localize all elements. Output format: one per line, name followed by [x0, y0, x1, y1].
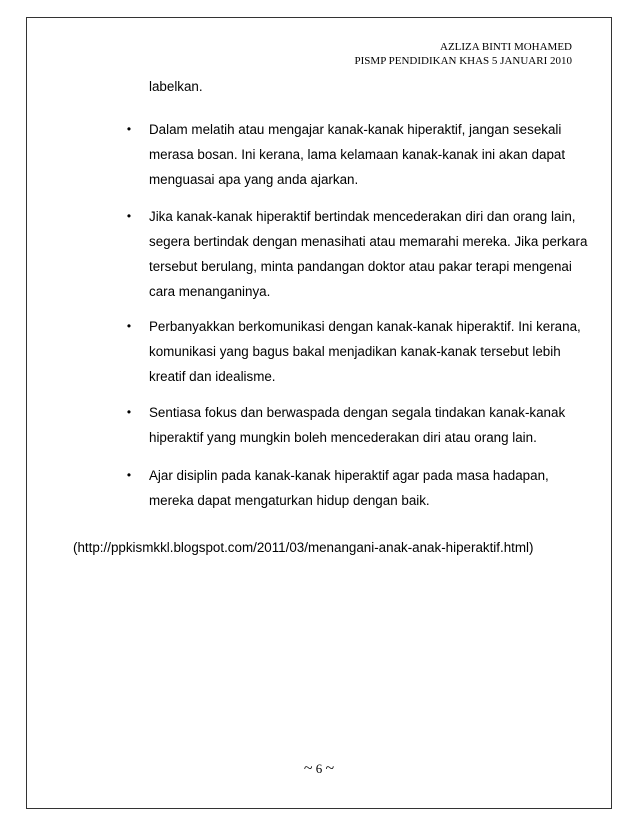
text-line: tersebut berulang, minta pandangan doktor atau pakar terapi mengenai	[149, 259, 572, 274]
bullet-icon: •	[126, 405, 132, 419]
list-item-text	[149, 204, 588, 304]
list-item-text	[149, 463, 579, 513]
text-line: komunikasi yang bagus bakal menjadikan kanak-kanak tersebut lebih	[149, 344, 561, 359]
text-line: hiperaktif yang mungkin boleh mencederakan diri atau orang lain.	[149, 430, 537, 445]
list-item-text	[149, 314, 579, 389]
list-item-text	[149, 400, 579, 450]
continuation-text: labelkan.	[149, 79, 203, 94]
source-citation: (http://ppkismkkl.blogspot.com/2011/03/menangani-anak-anak-hiperaktif.html)	[73, 540, 534, 555]
header-program: PISMP PENDIDIKAN KHAS 5 JANUARI 2010	[354, 55, 572, 67]
text-line: Dalam melatih atau mengajar kanak-kanak hiperaktif, jangan sesekali	[149, 122, 562, 137]
text-line: cara menanganinya.	[149, 284, 271, 299]
tilde-left: ~	[303, 760, 313, 777]
bullet-icon: •	[126, 122, 132, 136]
text-line: Jika kanak-kanak hiperaktif bertindak mencederakan diri dan orang lain,	[149, 209, 576, 224]
header-author: AZLIZA BINTI MOHAMED	[440, 41, 572, 53]
page-number: 6	[315, 761, 323, 776]
page-header	[355, 40, 572, 68]
tilde-right: ~	[325, 760, 335, 777]
page-footer	[0, 760, 638, 778]
text-line: kreatif dan idealisme.	[149, 369, 276, 384]
text-line: merasa bosan. Ini kerana, lama kelamaan kanak-kanak ini akan dapat	[149, 147, 566, 162]
bullet-icon: •	[126, 209, 132, 223]
text-line: Sentiasa fokus dan berwaspada dengan segala tindakan kanak-kanak	[149, 405, 566, 420]
text-line: segera bertindak dengan menasihati atau memarahi mereka. Jika perkara	[149, 234, 588, 249]
list-item-text	[149, 117, 579, 192]
text-line: mereka dapat mengaturkan hidup dengan baik.	[149, 493, 430, 508]
text-line: menguasai apa yang anda ajarkan.	[149, 172, 359, 187]
text-line: Ajar disiplin pada kanak-kanak hiperaktif agar pada masa hadapan,	[149, 468, 549, 483]
text-line: Perbanyakkan berkomunikasi dengan kanak-kanak hiperaktif. Ini kerana,	[149, 319, 581, 334]
bullet-icon: •	[126, 319, 132, 333]
bullet-icon: •	[126, 468, 132, 482]
